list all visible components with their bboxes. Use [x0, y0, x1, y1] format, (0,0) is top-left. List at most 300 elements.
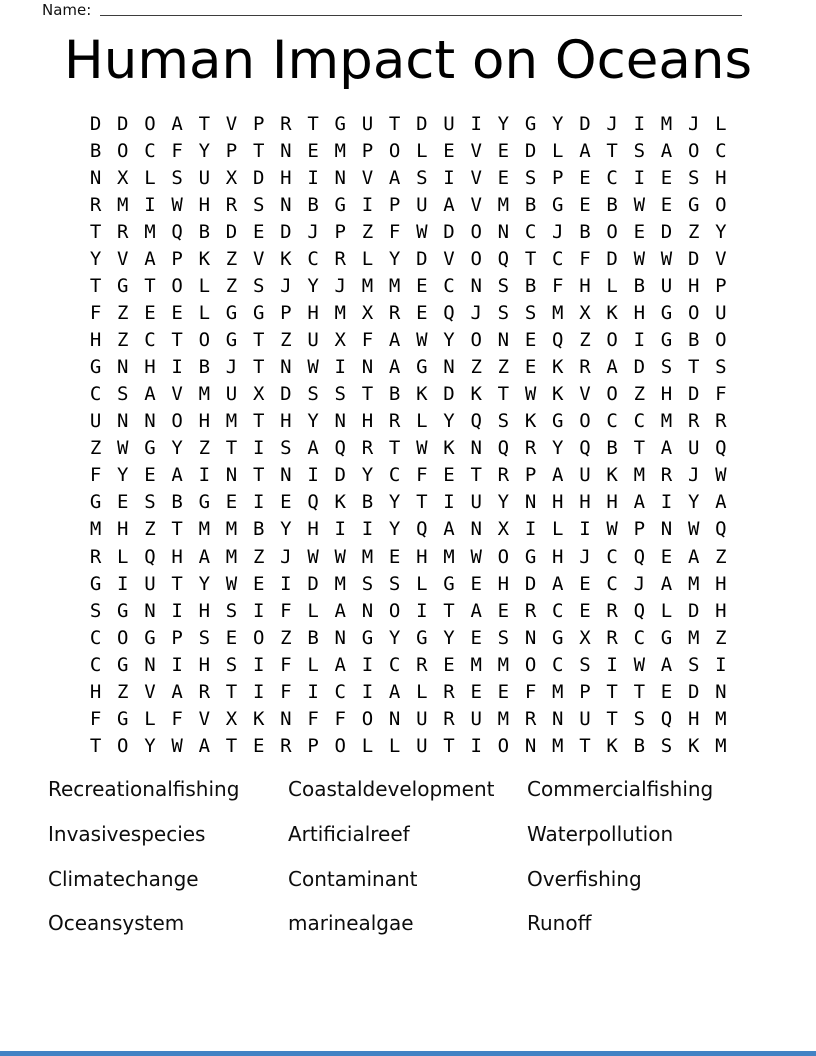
- footer-accent-bar: [0, 1051, 816, 1056]
- grid-cell: E: [470, 572, 482, 595]
- grid-cell: K: [443, 437, 455, 460]
- grid-cell: I: [252, 437, 265, 460]
- grid-cell: N: [443, 356, 455, 379]
- grid-cell: L: [416, 572, 428, 595]
- grid-cell: O: [470, 221, 482, 244]
- grid-cell: T: [416, 491, 428, 514]
- grid-cell: N: [715, 680, 727, 703]
- grid-cell: U: [89, 410, 102, 433]
- grid-cell: T: [225, 734, 238, 757]
- grid-cell: I: [280, 572, 292, 595]
- grid-cell: R: [524, 437, 537, 460]
- grid-cell: P: [552, 167, 564, 190]
- grid-cell: H: [280, 410, 292, 433]
- grid-cell: L: [117, 545, 129, 568]
- grid-cell: S: [687, 167, 700, 190]
- grid-cell: N: [280, 356, 292, 379]
- grid-cell: N: [497, 221, 510, 244]
- grid-cell: Z: [117, 680, 129, 703]
- grid-cell: F: [579, 248, 591, 271]
- grid-cell: I: [579, 518, 591, 541]
- grid-cell: Y: [171, 437, 183, 460]
- grid-cell: G: [416, 356, 428, 379]
- word-list-item: Coastaldevelopment: [288, 777, 495, 801]
- grid-cell: P: [171, 248, 183, 271]
- grid-cell: Z: [117, 302, 129, 325]
- grid-cell: U: [470, 707, 482, 730]
- grid-cell: P: [171, 626, 183, 649]
- grid-cell: Q: [307, 491, 319, 514]
- grid-cell: U: [416, 707, 428, 730]
- grid-cell: C: [307, 248, 319, 271]
- grid-cell: W: [416, 437, 428, 460]
- grid-cell: Y: [198, 140, 211, 163]
- grid-cell: J: [334, 275, 346, 298]
- grid-cell: C: [89, 653, 102, 676]
- grid-cell: A: [388, 167, 401, 190]
- grid-cell: I: [361, 518, 374, 541]
- grid-cell: F: [171, 140, 183, 163]
- grid-cell: R: [715, 410, 727, 433]
- grid-cell: G: [687, 194, 700, 217]
- grid-cell: Z: [225, 275, 238, 298]
- grid-cell: J: [579, 545, 591, 568]
- grid-cell: E: [225, 626, 238, 649]
- grid-cell: J: [687, 113, 700, 135]
- grid-cell: H: [280, 167, 292, 190]
- grid-cell: R: [89, 194, 102, 217]
- grid-cell: Q: [443, 302, 455, 325]
- grid-cell: Z: [497, 356, 510, 379]
- grid-cell: H: [687, 275, 700, 298]
- grid-cell: C: [552, 599, 564, 622]
- grid-cell: M: [225, 545, 238, 568]
- grid-cell: F: [715, 383, 727, 406]
- grid-cell: C: [524, 221, 537, 244]
- grid-cell: A: [443, 518, 455, 541]
- grid-cell: D: [416, 248, 428, 271]
- grid-cell: M: [388, 275, 401, 298]
- grid-cell: M: [198, 383, 211, 406]
- grid-cell: Y: [388, 518, 401, 541]
- grid-cell: H: [660, 383, 673, 406]
- grid-cell: W: [117, 437, 129, 460]
- grid-cell: I: [470, 113, 482, 135]
- grid-cell: Z: [225, 248, 238, 271]
- grid-cell: M: [660, 410, 673, 433]
- grid-cell: E: [252, 221, 265, 244]
- grid-cell: I: [307, 680, 319, 703]
- grid-cell: N: [524, 626, 537, 649]
- grid-cell: O: [361, 707, 374, 730]
- grid-cell: A: [660, 653, 673, 676]
- grid-cell: G: [552, 626, 564, 649]
- grid-cell: J: [633, 572, 646, 595]
- grid-cell: T: [606, 680, 618, 703]
- grid-cell: V: [252, 248, 265, 271]
- grid-cell: M: [225, 410, 238, 433]
- grid-cell: T: [388, 113, 401, 135]
- grid-cell: I: [524, 518, 537, 541]
- grid-cell: F: [89, 464, 102, 487]
- grid-cell: N: [470, 518, 482, 541]
- grid-cell: A: [715, 491, 727, 514]
- grid-cell: H: [198, 410, 211, 433]
- grid-cell: P: [579, 680, 591, 703]
- grid-cell: A: [579, 140, 591, 163]
- grid-cell: W: [171, 734, 183, 757]
- word-list-item: Contaminant: [288, 866, 418, 891]
- grid-cell: D: [660, 221, 673, 244]
- grid-cell: G: [334, 194, 346, 217]
- word-list-item: Overfishing: [527, 866, 642, 891]
- grid-cell: O: [687, 140, 700, 163]
- grid-cell: P: [252, 113, 265, 135]
- grid-cell: O: [497, 545, 510, 568]
- grid-cell: I: [144, 194, 156, 217]
- grid-cell: Z: [633, 383, 646, 406]
- grid-cell: A: [687, 545, 700, 568]
- grid-cell: Y: [497, 491, 510, 514]
- grid-cell: W: [470, 545, 482, 568]
- grid-cell: K: [606, 464, 618, 487]
- grid-cell: M: [361, 545, 374, 568]
- grid-cell: C: [552, 653, 564, 676]
- grid-cell: K: [524, 410, 537, 433]
- grid-cell: T: [443, 734, 455, 757]
- grid-cell: E: [144, 302, 156, 325]
- grid-cell: N: [470, 437, 482, 460]
- grid-cell: P: [388, 194, 401, 217]
- grid-cell: D: [117, 113, 129, 135]
- grid-cell: Y: [443, 329, 455, 352]
- grid-cell: C: [606, 167, 618, 190]
- grid-cell: O: [198, 329, 211, 352]
- word-list-item: Waterpollution: [527, 821, 674, 846]
- grid-cell: B: [388, 383, 401, 406]
- grid-cell: O: [252, 626, 265, 649]
- grid-cell: B: [524, 275, 537, 298]
- grid-cell: T: [171, 329, 183, 352]
- grid-cell: Y: [687, 491, 700, 514]
- grid-cell: X: [497, 518, 510, 541]
- grid-cell: U: [225, 383, 238, 406]
- grid-cell: T: [252, 464, 265, 487]
- grid-cell: F: [171, 707, 183, 730]
- grid-cell: B: [198, 221, 211, 244]
- grid-cell: Y: [307, 275, 319, 298]
- grid-cell: I: [252, 599, 265, 622]
- grid-cell: Y: [361, 464, 374, 487]
- grid-cell: D: [416, 113, 428, 135]
- grid-cell: W: [606, 518, 618, 541]
- grid-cell: R: [443, 680, 455, 703]
- grid-cell: P: [361, 140, 374, 163]
- grid-cell: Y: [552, 437, 564, 460]
- grid-cell: S: [497, 302, 510, 325]
- grid-cell: T: [89, 275, 102, 298]
- grid-cell: B: [633, 734, 646, 757]
- grid-cell: A: [198, 734, 211, 757]
- grid-cell: O: [117, 734, 129, 757]
- grid-cell: D: [252, 167, 265, 190]
- grid-cell: S: [388, 572, 401, 595]
- grid-cell: M: [497, 653, 510, 676]
- grid-cell: G: [225, 302, 238, 325]
- grid-cell: G: [524, 113, 537, 135]
- grid-cell: N: [524, 491, 537, 514]
- grid-cell: U: [307, 329, 319, 352]
- grid-cell: L: [416, 140, 428, 163]
- grid-cell: B: [524, 194, 537, 217]
- grid-cell: D: [443, 221, 455, 244]
- grid-cell: H: [171, 545, 183, 568]
- grid-cell: S: [252, 275, 265, 298]
- grid-cell: A: [198, 545, 211, 568]
- grid-cell: W: [225, 572, 238, 595]
- grid-cell: G: [89, 572, 102, 595]
- grid-cell: E: [443, 140, 455, 163]
- grid-cell: O: [171, 275, 183, 298]
- grid-cell: R: [443, 707, 455, 730]
- grid-cell: N: [280, 140, 292, 163]
- grid-cell: L: [388, 734, 401, 757]
- name-label: Name:: [42, 1, 92, 19]
- grid-cell: V: [171, 383, 183, 406]
- grid-cell: R: [524, 599, 537, 622]
- word-list-item: Artificialreef: [288, 821, 410, 846]
- grid-cell: O: [470, 248, 482, 271]
- grid-cell: D: [307, 572, 319, 595]
- grid-cell: L: [552, 518, 564, 541]
- grid-cell: L: [144, 167, 156, 190]
- grid-cell: I: [334, 356, 346, 379]
- grid-cell: G: [416, 626, 428, 649]
- grid-cell: H: [307, 302, 319, 325]
- grid-cell: T: [89, 734, 102, 757]
- grid-cell: S: [497, 626, 510, 649]
- grid-cell: A: [633, 491, 646, 514]
- grid-cell: E: [579, 599, 591, 622]
- grid-cell: Z: [361, 221, 374, 244]
- grid-cell: J: [470, 302, 482, 325]
- grid-cell: O: [715, 329, 727, 352]
- grid-cell: E: [579, 572, 591, 595]
- grid-cell: T: [524, 248, 537, 271]
- grid-cell: O: [117, 626, 129, 649]
- grid-cell: L: [198, 275, 211, 298]
- grid-cell: O: [171, 410, 183, 433]
- grid-cell: K: [606, 734, 618, 757]
- grid-cell: N: [388, 707, 401, 730]
- grid-cell: T: [252, 329, 265, 352]
- grid-cell: T: [252, 410, 265, 433]
- grid-cell: R: [198, 680, 211, 703]
- grid-cell: V: [198, 707, 211, 730]
- grid-cell: E: [416, 302, 428, 325]
- grid-cell: M: [198, 518, 211, 541]
- grid-cell: V: [117, 248, 129, 271]
- grid-cell: A: [660, 437, 673, 460]
- grid-cell: M: [497, 707, 510, 730]
- grid-cell: D: [579, 113, 591, 135]
- grid-cell: Z: [715, 626, 727, 649]
- grid-cell: G: [552, 194, 564, 217]
- grid-cell: G: [117, 275, 129, 298]
- grid-cell: C: [334, 680, 346, 703]
- grid-cell: G: [144, 437, 156, 460]
- grid-cell: H: [361, 410, 374, 433]
- grid-cell: P: [715, 275, 727, 298]
- grid-cell: I: [307, 167, 319, 190]
- grid-cell: E: [171, 302, 183, 325]
- grid-cell: I: [660, 491, 673, 514]
- grid-cell: C: [715, 140, 727, 163]
- grid-cell: H: [198, 599, 211, 622]
- grid-cell: Y: [388, 491, 401, 514]
- grid-cell: F: [552, 275, 564, 298]
- grid-cell: F: [89, 707, 102, 730]
- grid-cell: U: [198, 167, 211, 190]
- grid-cell: I: [198, 464, 211, 487]
- grid-cell: Y: [552, 113, 564, 135]
- grid-cell: W: [416, 221, 428, 244]
- grid-cell: Q: [497, 248, 510, 271]
- grid-cell: W: [687, 518, 700, 541]
- grid-cell: L: [660, 599, 673, 622]
- grid-cell: W: [334, 545, 346, 568]
- grid-cell: O: [388, 599, 401, 622]
- grid-cell: A: [388, 356, 401, 379]
- grid-cell: S: [225, 599, 238, 622]
- grid-cell: E: [252, 572, 265, 595]
- grid-cell: A: [470, 599, 482, 622]
- grid-cell: I: [416, 599, 428, 622]
- grid-cell: L: [144, 707, 156, 730]
- word-list: [48, 777, 767, 956]
- grid-cell: E: [579, 167, 591, 190]
- grid-cell: I: [633, 113, 646, 135]
- grid-cell: K: [198, 248, 211, 271]
- grid-cell: N: [225, 464, 238, 487]
- grid-cell: E: [660, 167, 673, 190]
- grid-cell: H: [715, 599, 727, 622]
- grid-cell: U: [715, 302, 727, 325]
- grid-cell: L: [552, 140, 564, 163]
- grid-cell: J: [687, 464, 700, 487]
- grid-cell: E: [307, 140, 319, 163]
- grid-cell: D: [443, 383, 455, 406]
- grid-cell: Y: [280, 518, 292, 541]
- grid-cell: H: [687, 707, 700, 730]
- grid-cell: C: [388, 653, 401, 676]
- grid-cell: U: [579, 707, 591, 730]
- grid-cell: W: [171, 194, 183, 217]
- grid-cell: L: [416, 680, 428, 703]
- grid-cell: S: [660, 734, 673, 757]
- grid-cell: E: [497, 167, 510, 190]
- grid-cell: G: [524, 545, 537, 568]
- grid-cell: G: [89, 491, 102, 514]
- grid-cell: H: [416, 545, 428, 568]
- grid-cell: F: [280, 599, 292, 622]
- grid-cell: B: [633, 275, 646, 298]
- grid-cell: Q: [660, 707, 673, 730]
- grid-cell: G: [443, 572, 455, 595]
- grid-cell: B: [606, 437, 618, 460]
- grid-cell: E: [225, 491, 238, 514]
- grid-cell: E: [524, 356, 537, 379]
- grid-cell: A: [144, 383, 156, 406]
- grid-cell: T: [606, 140, 618, 163]
- word-list-item: Oceansystem: [48, 911, 185, 936]
- grid-cell: L: [416, 410, 428, 433]
- grid-cell: M: [660, 113, 673, 135]
- grid-cell: E: [144, 464, 156, 487]
- grid-cell: X: [579, 626, 591, 649]
- grid-cell: N: [497, 329, 510, 352]
- grid-cell: K: [552, 383, 564, 406]
- grid-cell: C: [633, 626, 646, 649]
- grid-cell: N: [144, 599, 156, 622]
- grid-cell: P: [334, 221, 346, 244]
- grid-cell: L: [198, 302, 211, 325]
- grid-cell: R: [388, 302, 401, 325]
- grid-cell: B: [687, 329, 700, 352]
- grid-cell: N: [280, 194, 292, 217]
- word-search-grid: [82, 111, 735, 760]
- grid-cell: T: [606, 707, 618, 730]
- grid-cell: B: [252, 518, 265, 541]
- grid-cell: G: [334, 113, 346, 135]
- grid-cell: P: [280, 302, 292, 325]
- grid-cell: C: [606, 410, 618, 433]
- grid-cell: M: [470, 653, 482, 676]
- grid-cell: I: [361, 194, 374, 217]
- grid-cell: S: [198, 626, 211, 649]
- grid-cell: Z: [252, 545, 265, 568]
- grid-cell: T: [497, 383, 510, 406]
- grid-cell: H: [579, 275, 591, 298]
- word-list-item: Invasivespecies: [48, 821, 206, 846]
- grid-cell: A: [660, 140, 673, 163]
- grid-cell: Q: [633, 545, 646, 568]
- grid-cell: F: [416, 464, 428, 487]
- grid-cell: V: [470, 194, 482, 217]
- grid-cell: A: [334, 653, 346, 676]
- grid-cell: Q: [633, 599, 646, 622]
- grid-cell: N: [470, 275, 482, 298]
- grid-cell: E: [443, 464, 455, 487]
- grid-cell: M: [715, 734, 727, 757]
- grid-cell: T: [171, 518, 183, 541]
- grid-cell: N: [334, 410, 346, 433]
- grid-cell: H: [579, 491, 591, 514]
- grid-cell: T: [633, 437, 646, 460]
- grid-cell: Y: [388, 626, 401, 649]
- grid-cell: G: [117, 599, 129, 622]
- grid-cell: N: [334, 167, 346, 190]
- grid-cell: J: [225, 356, 238, 379]
- grid-cell: T: [470, 464, 482, 487]
- grid-cell: L: [715, 113, 727, 135]
- grid-cell: X: [252, 383, 265, 406]
- grid-cell: A: [660, 572, 673, 595]
- grid-cell: I: [606, 653, 618, 676]
- grid-cell: S: [633, 140, 646, 163]
- grid-cell: Q: [715, 437, 727, 460]
- grid-cell: T: [307, 113, 319, 135]
